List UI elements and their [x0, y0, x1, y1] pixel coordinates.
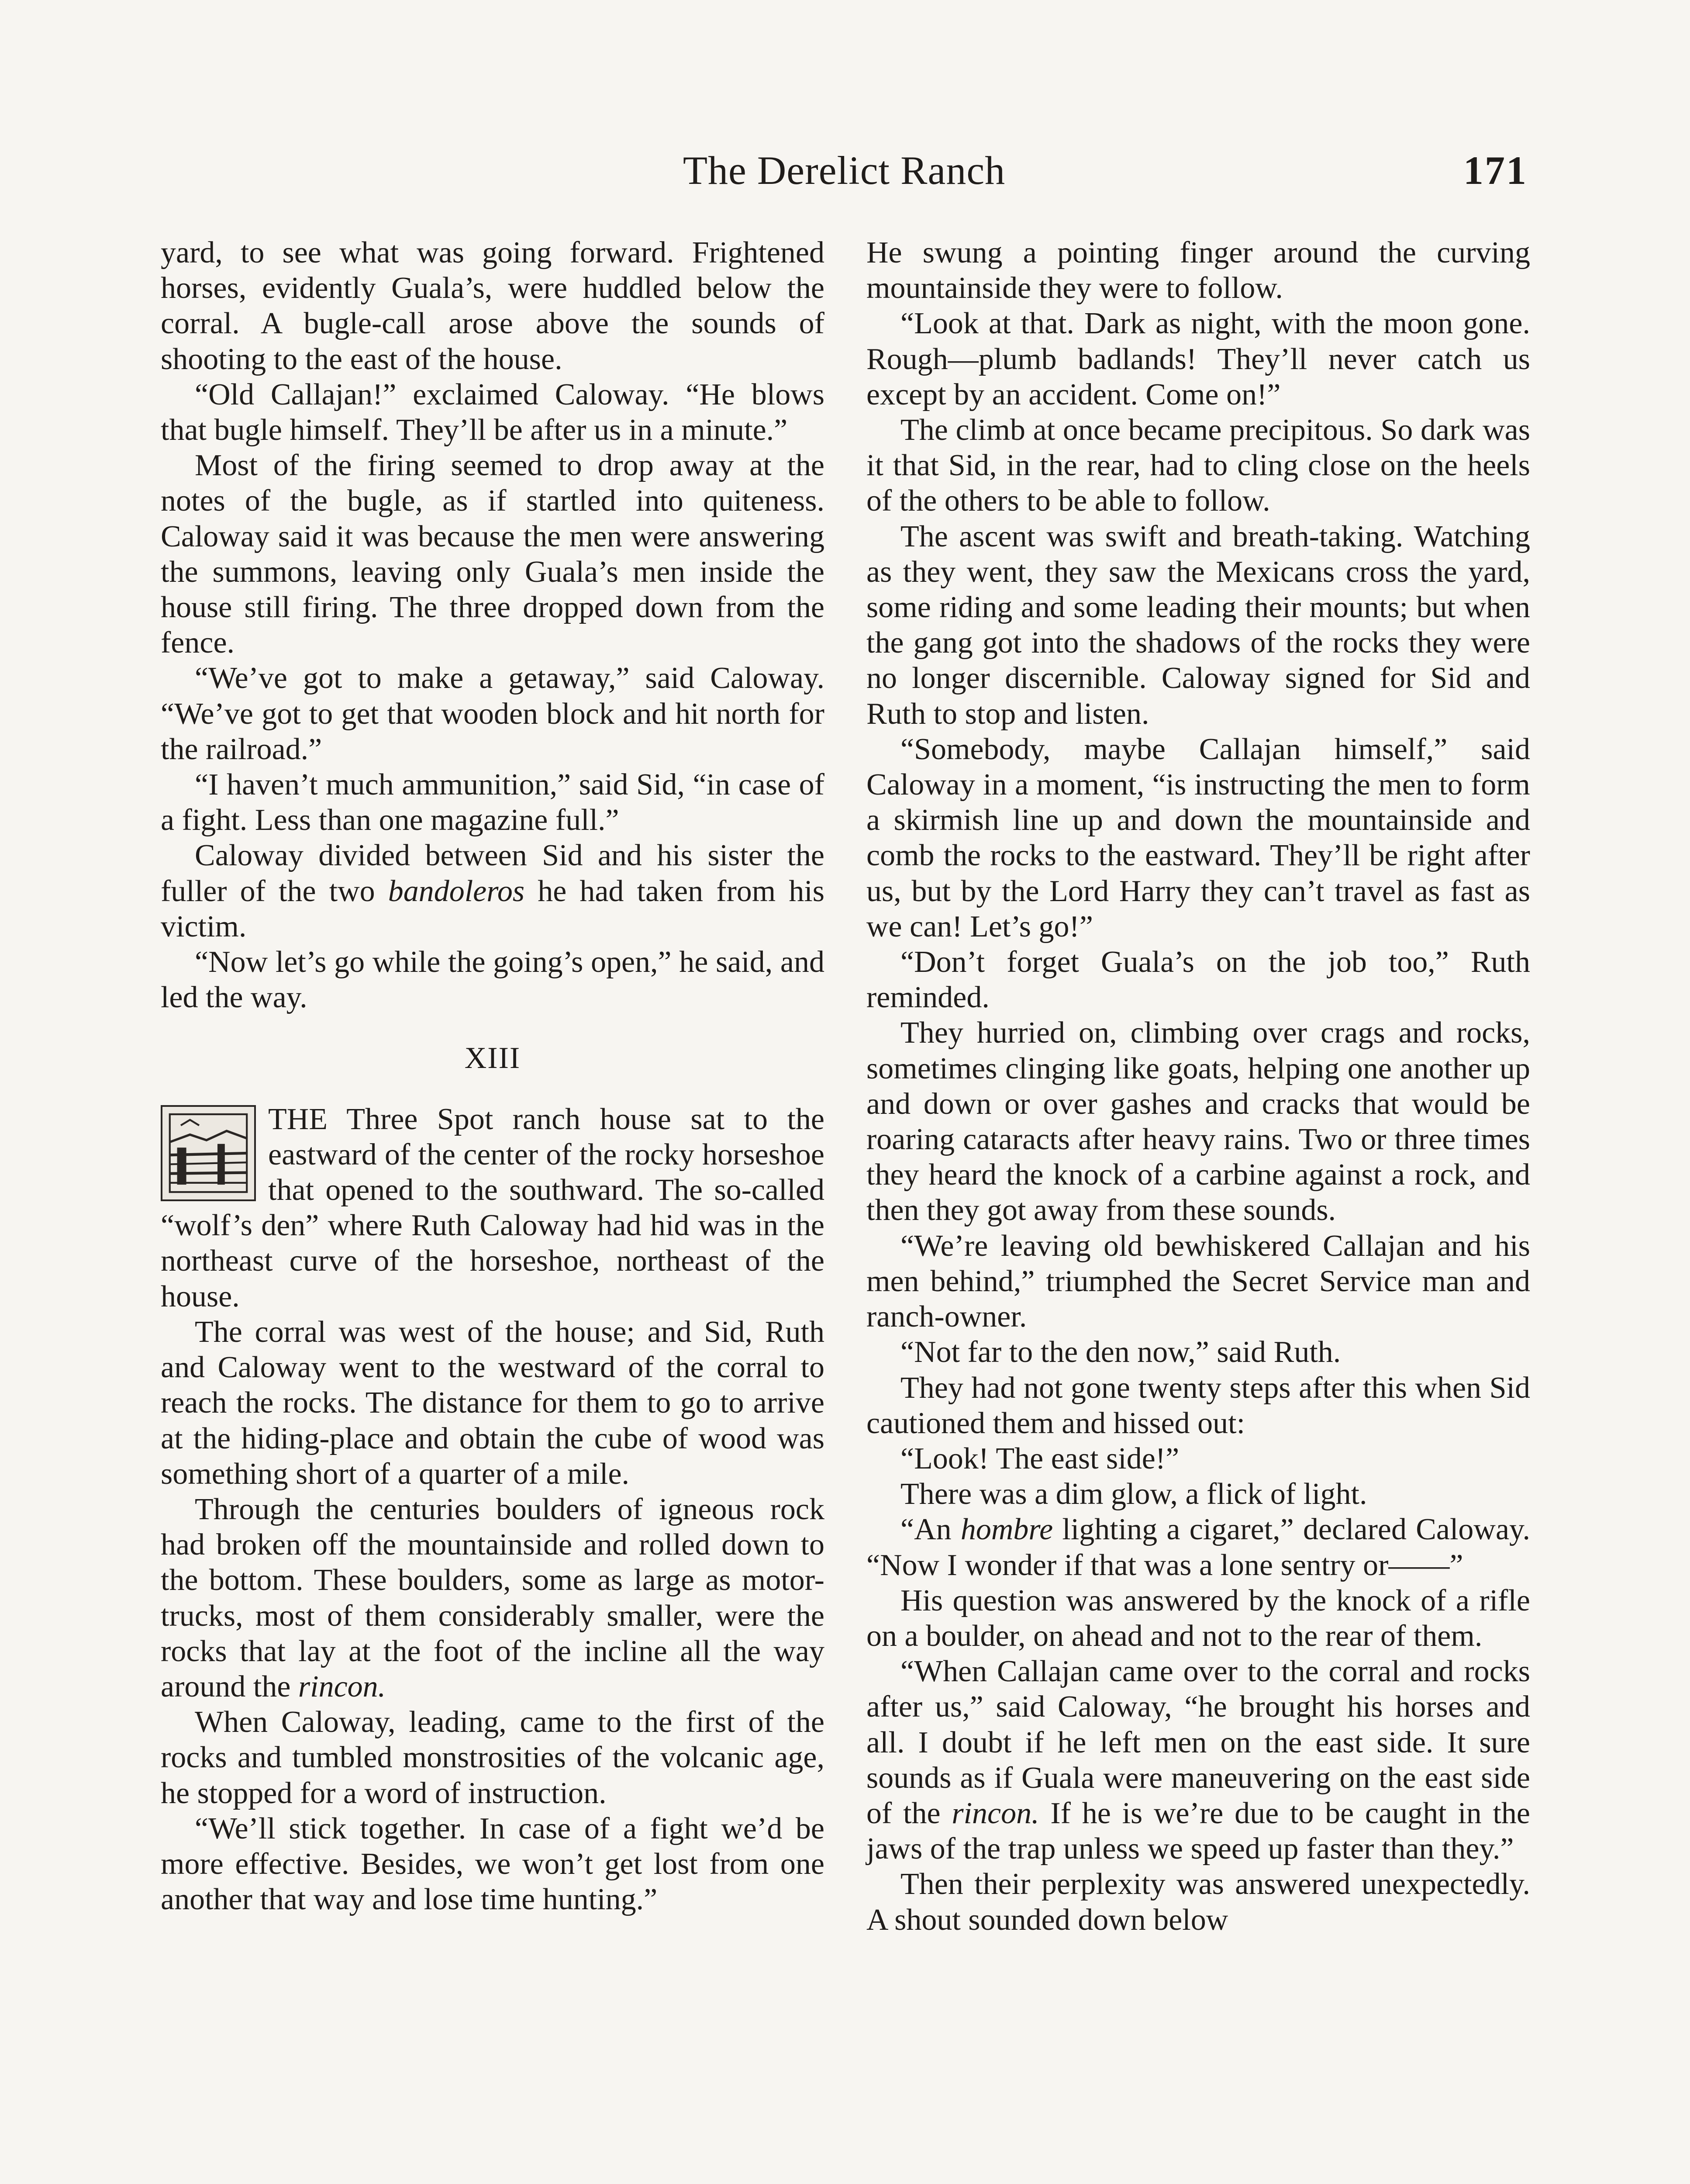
text-span: “When Callajan came over to the corral and rocks after us,” said Caloway, “he brought his horses and all. I doubt if he left men on the east side. It sure sounds as if Guala were maneuvering on the east side of the: [866, 1655, 1530, 1830]
chapter-heading: XIII: [464, 1041, 521, 1075]
italic-term: bandoleros: [388, 874, 525, 908]
text-span: If he is we’re due to be caught in the jaws of the trap unless we speed up faster than they.”: [866, 1796, 1530, 1866]
paragraph: “Old Callajan!” exclaimed Caloway. “He blows that bugle himself. They’ll be after us in a minute.”: [161, 377, 824, 447]
paragraph: They had not gone twenty steps after this when Sid cautioned them and hissed out:: [866, 1371, 1530, 1440]
running-title: The Derelict Ranch: [683, 148, 1006, 193]
paragraph: “We’re leaving old bewhiskered Callajan and his men behind,” triumphed the Secret Service man and ranch-owner.: [866, 1229, 1530, 1334]
paragraph: Most of the firing seemed to drop away at the notes of the bugle, as if startled into quiteness. Caloway said it was because the men were answering the summons, leaving only Guala’s men inside the house still firing. The three dropped down from the fence.: [161, 449, 824, 660]
italic-term: rincon.: [952, 1796, 1039, 1830]
text-span: THE Three Spot ranch house sat to the eastward of the center of the rocky horseshoe that opened to the southward. The so-called “wolf’s den” where Ruth Caloway had hid was in the northeast curve of the horseshoe, northeast of the house.: [161, 1102, 824, 1313]
paragraph: [161, 838, 824, 944]
dropcap-paragraph: [161, 1102, 824, 1314]
paragraph: “We’ve got to make a getaway,” said Caloway. “We’ve got to get that wooden block and hit north for the railroad.”: [161, 661, 824, 766]
italic-term: hombre: [960, 1513, 1053, 1547]
paragraph: [866, 1512, 1530, 1583]
text-span: Caloway divided between Sid and his sister the fuller of the two: [161, 839, 824, 908]
paragraph: [161, 1492, 824, 1704]
page-header: [161, 144, 1528, 210]
paragraph: “Don’t forget Guala’s on the job too,” Ruth reminded.: [866, 945, 1530, 1015]
paragraph: “Now let’s go while the going’s open,” he said, and led the way.: [161, 945, 824, 1015]
paragraph: His question was answered by the knock of a rifle on a boulder, on ahead and not to the rear of them.: [866, 1583, 1530, 1653]
decorative-initial-icon: [161, 1105, 256, 1201]
text-span: lighting a cigaret,” declared Caloway. “Now I wonder if that was a lone sentry or——”: [866, 1513, 1531, 1582]
paragraph: They hurried on, climbing over crags and rocks, sometimes clinging like goats, helping one another up and down or over gashes and cracks that would be roaring cataracts after heavy rains. Two or three times they heard the knock of a carbine against a rock, and then they got away from these sounds.: [866, 1016, 1530, 1227]
text-span: “An: [900, 1513, 961, 1547]
paragraph: “We’ll stick together. In case of a fight we’d be more effective. Besides, we won’t get lost from one another that way and lose time hunting.”: [161, 1811, 824, 1917]
paragraph: [866, 1654, 1530, 1866]
paragraph: The climb at once became precipitous. So dark was it that Sid, in the rear, had to cling close on the heels of the others to be able to follow.: [866, 413, 1530, 518]
paragraph: There was a dim glow, a flick of light.: [900, 1477, 1367, 1511]
paragraph: “Look at that. Dark as night, with the moon gone. Rough—plumb badlands! They’ll never catch us except by an accident. Come on!”: [866, 307, 1530, 411]
right-column: [866, 235, 1530, 1938]
paragraph: “Somebody, maybe Callajan himself,” said Caloway in a moment, “is instructing the men to form a skirmish line up and down the mountainside and comb the rocks to the eastward. They’ll be right after us, but by the Lord Harry they can’t travel as fast as we can! Let’s go!”: [866, 732, 1530, 943]
paragraph: He swung a pointing finger around the curving mountainside they were to follow.: [866, 236, 1530, 305]
paragraph: yard, to see what was going forward. Frightened horses, evidently Guala’s, were huddled below the corral. A bugle-call arose above the sounds of shooting to the east of the house.: [161, 236, 824, 376]
paragraph: The corral was west of the house; and Sid, Ruth and Caloway went to the westward of the corral to reach the rocks. The distance for them to go to arrive at the hiding-place and obtain the cube of wood was something short of a quarter of a mile.: [161, 1315, 824, 1491]
paragraph: “Look! The east side!”: [900, 1441, 1180, 1476]
left-column: [161, 235, 824, 1917]
paragraph: The ascent was swift and breath-taking. Watching as they went, they saw the Mexicans cross the yard, some riding and some leading their mounts; but when the gang got into the shadows of the rocks they were no longer discernible. Caloway signed for Sid and Ruth to stop and listen.: [866, 519, 1530, 731]
paragraph: When Caloway, leading, came to the first of the rocks and tumbled monstrosities of the volcanic age, he stopped for a word of instruction.: [161, 1705, 824, 1810]
paragraph: Then their perplexity was answered unexpectedly. A shout sounded down below: [866, 1867, 1530, 1937]
text-span: he had taken from his victim.: [161, 874, 825, 943]
paragraph: “Not far to the den now,” said Ruth.: [900, 1335, 1341, 1369]
italic-term: rincon.: [298, 1669, 386, 1704]
page-number: 171: [1463, 148, 1528, 193]
text-span: Through the centuries boulders of igneous rock had broken off the mountainside and rolled down to the bottom. These boulders, some as large as motor-trucks, most of them considerably smaller, were the rocks that lay at the foot of the incline all the way around the: [161, 1492, 824, 1704]
paragraph: “I haven’t much ammunition,” said Sid, “in case of a fight. Less than one magazine full.”: [161, 768, 824, 837]
